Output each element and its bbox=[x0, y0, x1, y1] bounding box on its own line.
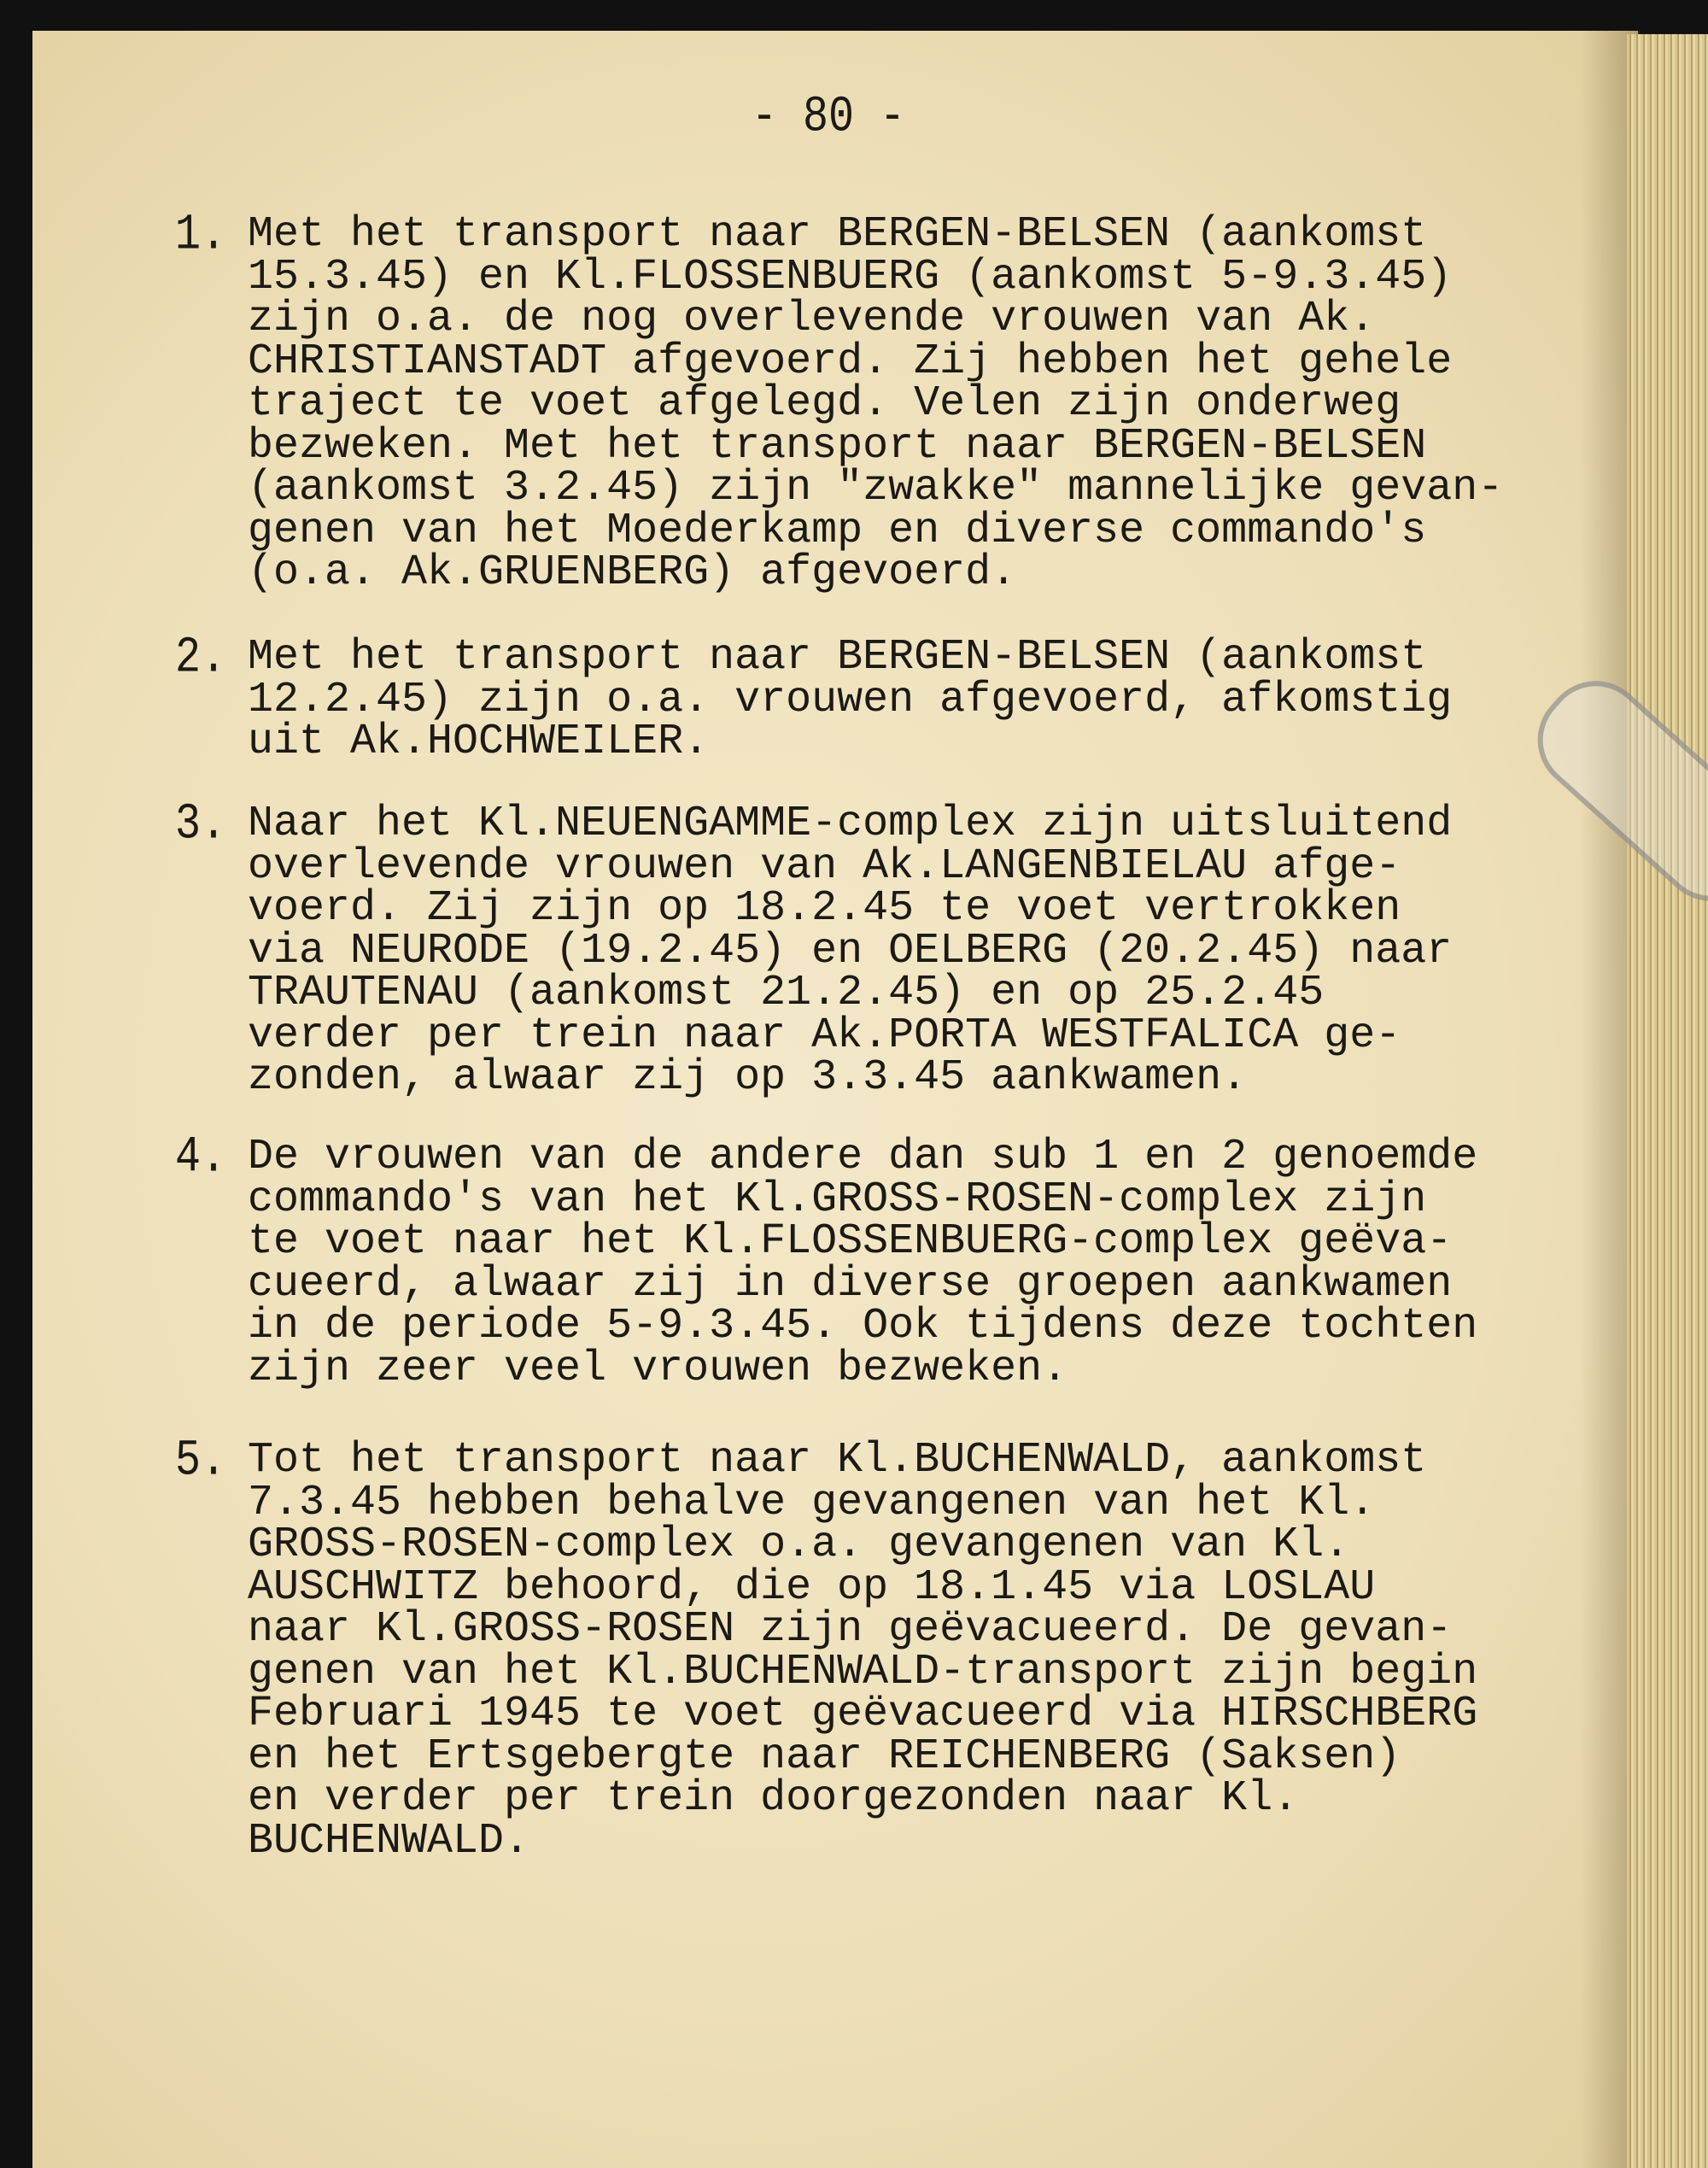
text-line: zijn o.a. de nog overlevende vrouwen van Ak. bbox=[248, 295, 1376, 343]
text-line: en verder per trein doorgezonden naar Kl. bbox=[248, 1774, 1299, 1823]
text-line: Naar het Kl.NEUENGAMME-complex zijn uitsluitend bbox=[248, 800, 1453, 848]
text-line: via NEURODE (19.2.45) en OELBERG (20.2.45) naar bbox=[248, 926, 1453, 976]
list-item-paragraph bbox=[248, 633, 1453, 766]
item-number: 2. bbox=[175, 630, 227, 688]
text-line: Met het transport naar BERGEN-BELSEN (aankomst bbox=[248, 210, 1427, 259]
text-line: verder per trein naar Ak.PORTA WESTFALICA ge- bbox=[248, 1011, 1401, 1060]
item-number: 1. bbox=[175, 207, 227, 265]
text-line: Met het transport naar BERGEN-BELSEN (aankomst bbox=[248, 633, 1427, 682]
text-line: bezweken. Met het transport naar BERGEN-BELSEN bbox=[248, 421, 1427, 471]
list-item-paragraph bbox=[248, 1436, 1478, 1866]
text-line: commando's van het Kl.GROSS-ROSEN-complex zijn bbox=[248, 1175, 1427, 1224]
text-line: De vrouwen van de andere dan sub 1 en 2 genoemde bbox=[248, 1133, 1478, 1181]
text-line: uit Ak.HOCHWEILER. bbox=[248, 718, 710, 766]
text-line: TRAUTENAU (aankomst 21.2.45) en op 25.2.45 bbox=[248, 969, 1325, 1017]
text-line: te voet naar het Kl.FLOSSENBUERG-complex geëva- bbox=[248, 1217, 1453, 1266]
text-line: 12.2.45) zijn o.a. vrouwen afgevoerd, afkomstig bbox=[248, 675, 1453, 724]
item-number: 5. bbox=[175, 1433, 227, 1491]
text-line: AUSCHWITZ behoord, die op 18.1.45 via LOSLAU bbox=[248, 1562, 1376, 1612]
text-line: BUCHENWALD. bbox=[248, 1816, 530, 1866]
text-line: genen van het Kl.BUCHENWALD-transport zijn begin bbox=[248, 1647, 1478, 1696]
book-page-edges bbox=[1627, 34, 1708, 2168]
list-item-paragraph bbox=[248, 210, 1504, 597]
text-line: cueerd, alwaar zij in diverse groepen aankwamen bbox=[248, 1259, 1453, 1309]
item-number: 4. bbox=[175, 1129, 227, 1187]
text-line: Tot het transport naar Kl.BUCHENWALD, aankomst bbox=[248, 1436, 1427, 1485]
text-line: CHRISTIANSTADT afgevoerd. Zij hebben het gehele bbox=[248, 337, 1453, 386]
list-item-paragraph bbox=[248, 800, 1453, 1102]
text-line: zonden, alwaar zij op 3.3.45 aankwamen. bbox=[248, 1053, 1248, 1102]
text-line: naar Kl.GROSS-ROSEN zijn geëvacueerd. De gevan- bbox=[248, 1605, 1453, 1654]
text-line: 15.3.45) en Kl.FLOSSENBUERG (aankomst 5-9.3.45) bbox=[248, 252, 1453, 302]
text-line: Februari 1945 te voet geëvacueerd via HIRSCHBERG bbox=[248, 1690, 1478, 1738]
text-line: genen van het Moederkamp en diverse commando's bbox=[248, 506, 1427, 555]
text-line: 7.3.45 hebben behalve gevangenen van het Kl. bbox=[248, 1478, 1376, 1527]
page-number: - 80 - bbox=[752, 89, 906, 147]
text-line: GROSS-ROSEN-complex o.a. gevangenen van Kl. bbox=[248, 1521, 1350, 1569]
text-line: (o.a. Ak.GRUENBERG) afgevoerd. bbox=[248, 548, 1017, 597]
text-line: zijn zeer veel vrouwen bezweken. bbox=[248, 1344, 1068, 1393]
text-line: overlevende vrouwen van Ak.LANGENBIELAU afge- bbox=[248, 841, 1401, 891]
text-line: in de periode 5-9.3.45. Ook tijdens deze tochten bbox=[248, 1302, 1478, 1351]
list-item-paragraph bbox=[248, 1133, 1478, 1393]
text-line: (aankomst 3.2.45) zijn "zwakke" mannelijke gevan- bbox=[248, 464, 1504, 513]
item-number: 3. bbox=[175, 796, 227, 854]
text-line: voerd. Zij zijn op 18.2.45 te voet vertrokken bbox=[248, 884, 1401, 933]
text-line: traject te voet afgelegd. Velen zijn onderweg bbox=[248, 379, 1401, 428]
text-line: en het Ertsgebergte naar REICHENBERG (Saksen) bbox=[248, 1731, 1401, 1781]
